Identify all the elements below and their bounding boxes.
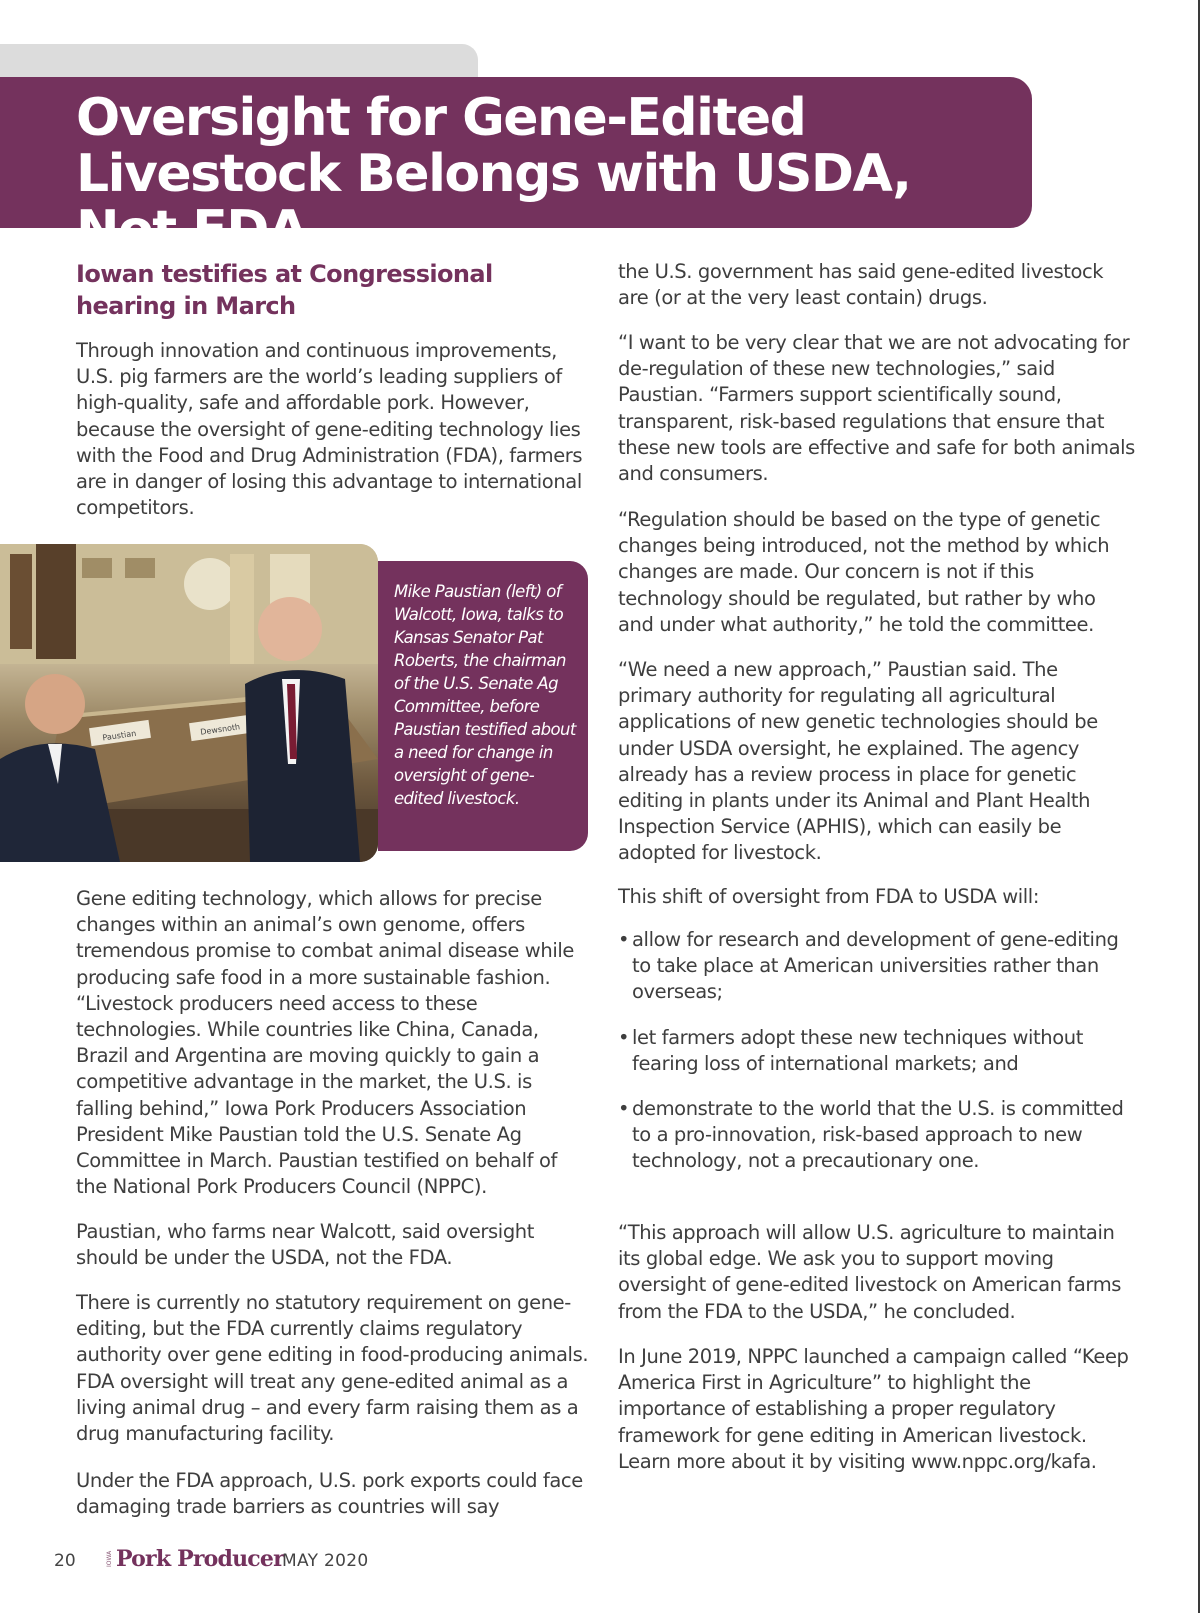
right-paragraph-5: This shift of oversight from FDA to USDA will:: [618, 885, 1039, 908]
chandelier-icon: [184, 558, 236, 610]
left-paragraph-2: Gene editing technology, which allows for precise changes within an animal’s own genome, offers tremendous promise to combat animal disease while producing safe food in a more sustainable fashion. “Livestock producers need access to these technologies. While countries like China, Canada, Brazil and Argentina are moving quickly to gain a competitive advantage in the market, the U.S. is falling behind,” Iowa Pork Producers Association President Mike Paustian told the U.S. Senate Ag Committee in March. Paustian testified on behalf of the National Pork Producers Council (NPPC).: [76, 887, 574, 1199]
article-title: Oversight for Gene-Edited Livestock Belongs with USDA, Not FDA: [76, 88, 911, 260]
hearing-photo-illustration: [0, 544, 378, 862]
right-paragraph-3: “Regulation should be based on the type of genetic changes being introduced, not the method by which changes are made. Our concern is not if this technology should be regulated, but rather by who and under what authority,” he told the committee.: [618, 508, 1110, 636]
issue-date: MAY 2020: [282, 1551, 369, 1571]
list-item: • allow for research and development of gene-editing to take place at American universities rather than overseas;: [618, 927, 1138, 1006]
article-subhead: Iowan testifies at Congressional hearing in March: [76, 260, 493, 320]
page-number: 20: [54, 1551, 76, 1571]
list-item: • demonstrate to the world that the U.S. is committed to a pro-innovation, risk-based approach to new technology, not a precautionary one.: [618, 1096, 1138, 1175]
left-paragraph-1: Through innovation and continuous improvements, U.S. pig farmers are the world’s leading suppliers of high-quality, safe and affordable pork. However, because the oversight of gene-editing technology lies with the Food and Drug Administration (FDA), farmers are in danger of losing this advantage to international competitors.: [76, 339, 583, 520]
right-paragraph-4: “We need a new approach,” Paustian said. The primary authority for regulating all agricultural applications of new genetic technologies should be under USDA oversight, he explained. The agency already has a review process in place for genetic editing in plants under its Animal and Plant Health Inspection Service (APHIS), which can easily be adopted for livestock.: [618, 658, 1098, 865]
left-paragraph-3: Paustian, who farms near Walcott, said oversight should be under the USDA, not the FDA.: [76, 1220, 535, 1270]
nameplate-roberts: Dewsnoth: [199, 722, 241, 737]
hearing-photo: [0, 544, 378, 862]
left-paragraph-4: There is currently no statutory requirement on gene-editing, but the FDA currently claims regulatory authority over gene editing in food-producing animals. FDA oversight will treat any gene-edited animal as a living animal drug – and every farm raising them as a drug manufacturing facility.: [76, 1291, 589, 1446]
right-paragraph-6: “This approach will allow U.S. agriculture to maintain its global edge. We ask you to support moving oversight of gene-edited livestock on American farms from the FDA to the USDA,” he concluded.: [618, 1221, 1122, 1323]
photo-caption: Mike Paustian (left) of Walcott, Iowa, talks to Kansas Senator Pat Roberts, the chairman of the U.S. Senate Ag Committee, before Paustian testified about a need for change in oversight of gene-edited livestock.: [394, 582, 576, 808]
oversight-benefits-list: [618, 927, 1138, 1194]
nameplate-paustian: Paustian: [101, 728, 137, 743]
publication-logo: Pork Producer: [116, 1546, 284, 1572]
list-item: • let farmers adopt these new techniques without fearing loss of international markets; and: [618, 1025, 1138, 1077]
right-paragraph-1: the U.S. government has said gene-edited livestock are (or at the very least contain) drugs.: [618, 260, 1104, 310]
logo-state-label: IOWA: [106, 1550, 113, 1568]
left-paragraph-5: Under the FDA approach, U.S. pork exports could face damaging trade barriers as countries will say: [76, 1469, 583, 1519]
right-paragraph-2: “I want to be very clear that we are not advocating for de-regulation of these new technologies,” said Paustian. “Farmers support scientifically sound, transparent, risk-based regulations that ensure that these new tools are effective and safe for both animals and consumers.: [618, 331, 1135, 486]
right-paragraph-7: In June 2019, NPPC launched a campaign called “Keep America First in Agriculture” to highlight the importance of establishing a proper regulatory framework for gene editing in American livestock. Learn more about it by visiting www.nppc.org/kafa.: [618, 1345, 1129, 1473]
